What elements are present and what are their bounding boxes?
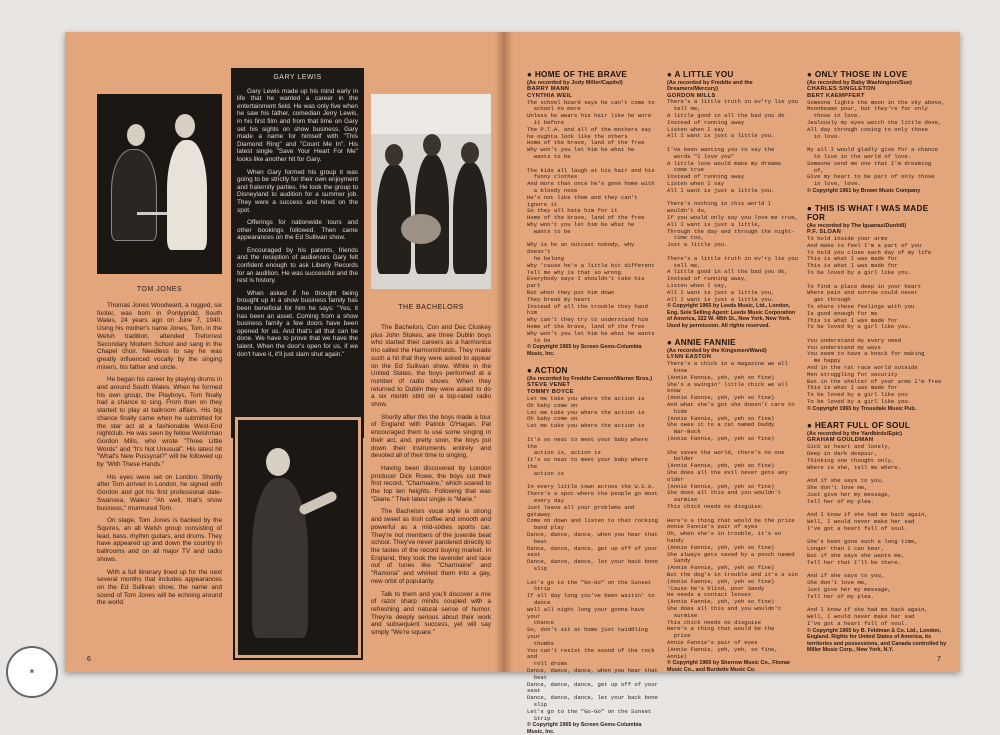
gary-lewis-caption: GARY LEWIS — [273, 74, 322, 81]
article-paragraph: Offerings for nationwide tours and other bookings followed. Then came appearances on the Ed Sullivan show. — [237, 219, 358, 242]
song-copyright: © Copyright 1961 by Brown Music Company — [807, 188, 921, 195]
gary-lewis-photo — [235, 417, 361, 658]
lyrics-column-1 — [527, 70, 659, 735]
seller-logo: ★ — [6, 646, 58, 698]
song-lyrics: To hold inside your arms And make to feel I'm a part of you To hold you close each day of my life This is what I was made for This is what I was made for To be loved by a girl like you. To find a place deep in your heart Where pain and sorrow could never get through To share these feelings with you Is good enough for me This is what I was made for To be loved by a girl like you. You understand my every need You understand my ways You seem to have a knack for making me happy And in the rat race world outside Men struggling for security But in the shelter of your arms I'm free This is what I was made for To be loved by a girl like you To be loved by a girl like you. — [807, 234, 942, 406]
song-copyright: © Copyright 1965 by B. Feldman & Co. Ltd., London, England. Rights for United States of America, its territories and possessions, and Canada controlled by Miller Music Corp., New York, N.Y. — [807, 627, 947, 654]
song-lyrics: Someone lights the moon in the sky above, Moonbeams pour, but they're for only those in love. Jealously my eyes watch the little dove, All day through cooing to only those in love. My all I would gladly give for a chance to live in the world of love. Someone send me one that I'm dreaming of, Give my heart to be part of only those in love, love. — [807, 98, 945, 188]
article-paragraph: Shortly after this the boys made a tour of England with Patrick O'Hagan. Pat encouraged them to use some singing in their act, and, pretty soon, the boys put down their instruments entirely and devoted all of their time to singing. — [371, 413, 491, 460]
article-paragraph: Having been discovered by London producer Dick Rowe, the boys cut their first record, "Charmaine," which soared to the top ten heights. Following that was "Diane." Their latest single is "Marie." — [371, 464, 491, 503]
song-recorded-by: (As recorded by The Iguanas/Dunhill) — [807, 222, 907, 229]
song-block — [807, 204, 947, 413]
magazine-spread — [65, 32, 960, 735]
article-paragraph: He began his career by playing drums in and around South Wales. When he formed his own group, the Playboys, Tom finally had a chance to sing. From then on they started to play at ballroom affairs. His big chance finally came when he submitted for the star act at a fashionable West-End nightclub. He was seen by fellow Welshman Gordon Mills, who wrote "Three Little Words" and "It's Not Unusual". His latest hit "What's New Pussycat?" will be followed up by "With These Hands." — [97, 376, 222, 469]
song-authors: GORDON MILLS — [667, 92, 716, 99]
song-recorded-by: (As recorded by Freddie and the Dreamers/Mercury) — [667, 79, 753, 93]
article-paragraph: When asked if he thought being brought up in a show business family has been beneficial for him he says: "Yes, it has been an asset. Coming from a show business family a few doors have been opened for us. And that's all that can be done. We have to prove that we have the talent. When the door's open for us, if we don't have it, it'll just slam shut again." — [237, 289, 358, 358]
article-paragraph: His eyes were set on London. Shortly after Tom arrived in London, he signed with Gordon and got his first professional date-Swansea, Wales! "Ah well, that's show business," murmured Tom. — [97, 473, 222, 512]
page-number-right: 7 — [937, 656, 941, 663]
song-lyrics: There's a little truth in ev'ry lie you tell me, A little good in all the bad you do Instead of running away Listen when I say All I want is just a little you. I've been wanting you to say the words "I love you" A little love would make my dreams come true Instead of running away Listen when I say All I want is just a little you. There's nothing in this world I wouldn't do, If you would only say you love me true, All I want is just a little, Through the day and through the night- time too, Just a little you. There's a little truth in ev'ry lie you tell me, A little good in all the bad you do, Instead of running away, Listen when I say, All I want is just a little you, All I want is just a little you. — [667, 98, 798, 303]
song-authors: GRAHAM GOULDMAN — [807, 437, 874, 444]
spine-gutter — [495, 32, 513, 672]
song-authors: LYNN EASTON — [667, 354, 712, 361]
tom-jones-photo — [97, 94, 222, 274]
song-title: ● ONLY THOSE IN LOVE — [807, 70, 908, 79]
song-authors: P.F. SLOAN — [807, 229, 842, 236]
article-paragraph: Encouraged by his parents, friends and the reception of audiences Gary felt confident enough to ask Liberty Records for an audition. He was successful and the rest is history. — [237, 246, 358, 285]
bachelors-photo — [371, 94, 491, 289]
article-paragraph: Gary Lewis made up his mind early in life that he wanted a career in the entertainment field. He was only five when he saw his father, comedian Jerry Lewis, in his first film and from that time on Gary set his sights on show business. Gary made a name for himself with "This Diamond Ring" and "Count Me In". His latest single "Save Your Heart For Me" looks like another hit for Gary. — [237, 87, 358, 163]
song-authors: BARRY MANN CYNTHIA WEIL — [527, 86, 573, 99]
song-lyrics: Sick at heart and lonely, Deep in dark despair, Thinking one thought only, Where is she, tell me where. And if she says to you, She don't love me, Just give her my message, Tell her of my plea. And I know if she had me back again, Well, I would never make her sad I've got a heart full of soul. She's been gone such a long time, Longer than I can bear, But if she says she wants me, Tell her that I'll be there. And if she says to you, She don't love me, Just give her my message, Tell her of my plea. And I know if she had me back again, Well, I would never make her sad I've got a heart full of soul. — [807, 443, 928, 627]
song-block — [807, 421, 947, 653]
song-lyrics: The school board says he can't come to school no more Unless he wears his hair like he wore it before The P.T.A. and all of the mothers say he oughta look like the others Home of the brave, land of the free Why won't you let him be what he wants to be The kids all laugh at his hair and his funny clothes And more than once he's gone home with a bloody nose He's not like them and they can't ignore it So they all hate him for it Home of the brave, land of the free Why won't you let him be what he wants to be Why is he an outcast nobody, why doesn't he belong Why 'cause he's a little bit different Tell me why is that so wrong Everybody says I shouldn't take his part But when they put him down They break my heart Instead of all the trouble they hand him Why can't they try to understand him Home of the brave, land of the free Why won't you let him be what he wants to be — [527, 98, 655, 344]
song-copyright: © Copyright 1965 by Trousdale Music Pub. — [807, 405, 917, 412]
song-recorded-by: (As recorded by Freddie Cannon/Warner Bros.) — [527, 375, 653, 382]
song-block — [667, 338, 799, 673]
tom-jones-caption: TOM JONES — [136, 286, 183, 293]
song-title: ● HOME OF THE BRAVE — [527, 70, 628, 79]
song-copyright: © Copyright 1965 by Sherrow Music Co., Flomar Music Co., and Burdette Music Co. — [667, 660, 791, 673]
song-copyright: © Copyright 1965 by Leeds Music, Ltd., London, Eng. Sole Selling Agent: Leeds Music Corporation of America, 322 W. 48th St., New York, New York. Used by permission. All rights reserved. — [667, 303, 796, 329]
song-title: ● THIS IS WHAT I WAS MADE FOR — [807, 203, 929, 223]
article-paragraph: The Bachelors vocal style is strong and sweet as Irish coffee and smooth and powerful as a mid-sixties sports car. They're not members of the juvenile beat school. They've never pandered directly to the tastes of the record buying market. In England, they took the lavender and lace out of tunes like "Charmaine" and "Ramona" and whirled them into a gay, new orbit of popularity. — [371, 508, 491, 585]
song-authors: CHARLES SINGLETON BERT KAEMPFERT — [807, 86, 876, 99]
song-copyright: © Copyright 1965 by Screen Gems-Columbia Music, Inc. — [527, 722, 642, 735]
bachelors-caption: THE BACHELORS — [398, 304, 464, 311]
song-block — [667, 70, 799, 329]
lyrics-column-2 — [667, 70, 799, 673]
song-title: ● ANNIE FANNIE — [667, 338, 736, 348]
article-paragraph: Thomas Jones Woodward, a rugged, six footer, was born in Pontypridd, South Wales, 24 years ago on June 7, 1940. Using his mother's name Jones, Tom, in the Welsh tradition, attended Treforrest Secondary Modern School and sang in the Chapel choir. Needless to say he was greatly influenced vocally by the singing miners, his father and uncle. — [97, 302, 222, 371]
song-recorded-by: (As recorded by Baby Washington/Sue) — [807, 79, 912, 86]
song-title: ● A LITTLE YOU — [667, 70, 734, 79]
article-paragraph: When Gary formed his group it was going to be strictly for their own enjoyment and fraternity parties. He took the group to Disneyland to audition for a summer job. They were a success and hired on the spot. — [237, 168, 358, 214]
song-block — [527, 366, 659, 735]
song-title: ● ACTION — [527, 366, 568, 376]
article-paragraph: On stage, Tom Jones is backed by the Squires, an all Welsh group consisting of lead, bass, rhythm guitars, and drums. They have appeared up and down the country in ballrooms and on all major TV and radio shows. — [97, 517, 222, 563]
article-paragraph: With a full itinerary lined up for the next several months that includes appearances on the Ed Sullivan show, the name and sound of Tom Jones will be echoing around the world. — [97, 568, 222, 607]
tom-jones-article — [97, 302, 222, 652]
song-authors: STEVE VENET TOMMY BOYCE — [527, 382, 574, 396]
song-recorded-by: (As recorded by the Kingsmen/Wand) — [667, 347, 767, 354]
song-block — [527, 70, 659, 357]
song-lyrics: Let me take you where the action is Oh baby come on Let me take you where the action is Oh baby come on Let me take you where the action is It's so neat to meet your baby where the action is, action is It's so neat to meet your baby where the action is In every little town across the U.S.A. There's a spot where the people go most every day Just leave all your problems and getaway Come on down and listen to that rocking band play Dance, dance, dance, when you hear that beat Dance, dance, dance, get up off of your seat Dance, dance, dance, let your back bone slip Let's go to the "Go-Go" on the Sunset Strip If all day long you've been waitin' to dance Well all night long your gonna have your chance So, don't sit at home just twiddling your thumbs You can't resist the sound of the rock and roll drums Dance, dance, dance, when you hear that beat Dance, dance, dance, get up off of your seat Dance, dance, dance, let your back bone slip Let's go to the "Go-Go" on the Sunset Strip — [527, 395, 658, 722]
article-paragraph: Talk to them and you'll discover a mix of razor sharp minds coupled with a refreshing and natural sense of humor. They're deeply serious about their work and subsequent success, yet will say simply "We're square." — [371, 590, 491, 637]
song-recorded-by: (As recorded by Jody Miller/Capitol) — [527, 79, 623, 86]
bachelors-article — [371, 324, 491, 654]
song-title: ● HEART FULL OF SOUL — [807, 421, 911, 431]
page-number-left: 6 — [87, 656, 91, 663]
lyrics-column-3 — [807, 70, 947, 662]
gary-lewis-panel — [231, 68, 364, 438]
song-lyrics: There's a chick in a magazine we all know (Annie Fannie, yeh, yeh so fine) She's a swingin' little chick we all know (Annie Fannie, yeh, yeh so fine) And what she's got she doesn't care to hide (Annie Fannie, yeh, yeh so fine) She owes it to a cat named Daddy War-Buck (Annie Fannie, yeh, yeh so fine) She saves the world, there's no one bolder (Annie Fannie, yeh, yeh so fine) She does all the evil never gets any older (Annie Fannie, yeh, yeh so fine) She does all this and you wouldn't surmise This chick needs no disguise. Here's a thing that would be the prize Annie Fannie's pair of eyes Oh, when she's in trouble, it's so handy (Annie Fannie, yeh, yeh so fine) She always gets saved by a pooch named Sandy (Annie Fannie, yeh, yeh so fine) But the dog's in trouble and it's a sin (Annie Fannie, yeh, yeh so fine) 'Cause he's blind, poor Sandy He needs a contact lenses (Annie Fannie, yeh, yeh so fine) She does all this and you wouldn't surmise This chick needs no disguise Here's a thing that would be the prize Annie Fannie's pair of eyes (Annie Fannie, yeh, yeh, so fine, Annie) — [667, 360, 798, 660]
song-copyright: © Copyright 1965 by Screen Gems-Columbia Music, Inc. — [527, 344, 642, 357]
song-recorded-by: (As recorded by the Yardbirds/Epic) — [807, 430, 903, 437]
article-paragraph: The Bachelors, Con and Dec Cluskey plus John Stokes, are three Dublin boys who started their careers as a harmonica trio called the Harmonichords. They made such a hit that they were asked to appear on the Ed Sullivan show. While in the United States, the boys performed at a number of radio shows. When they returned to Dublin they were asked to do a six month stint on a top-rated radio show. — [371, 324, 491, 409]
song-block — [807, 70, 947, 195]
